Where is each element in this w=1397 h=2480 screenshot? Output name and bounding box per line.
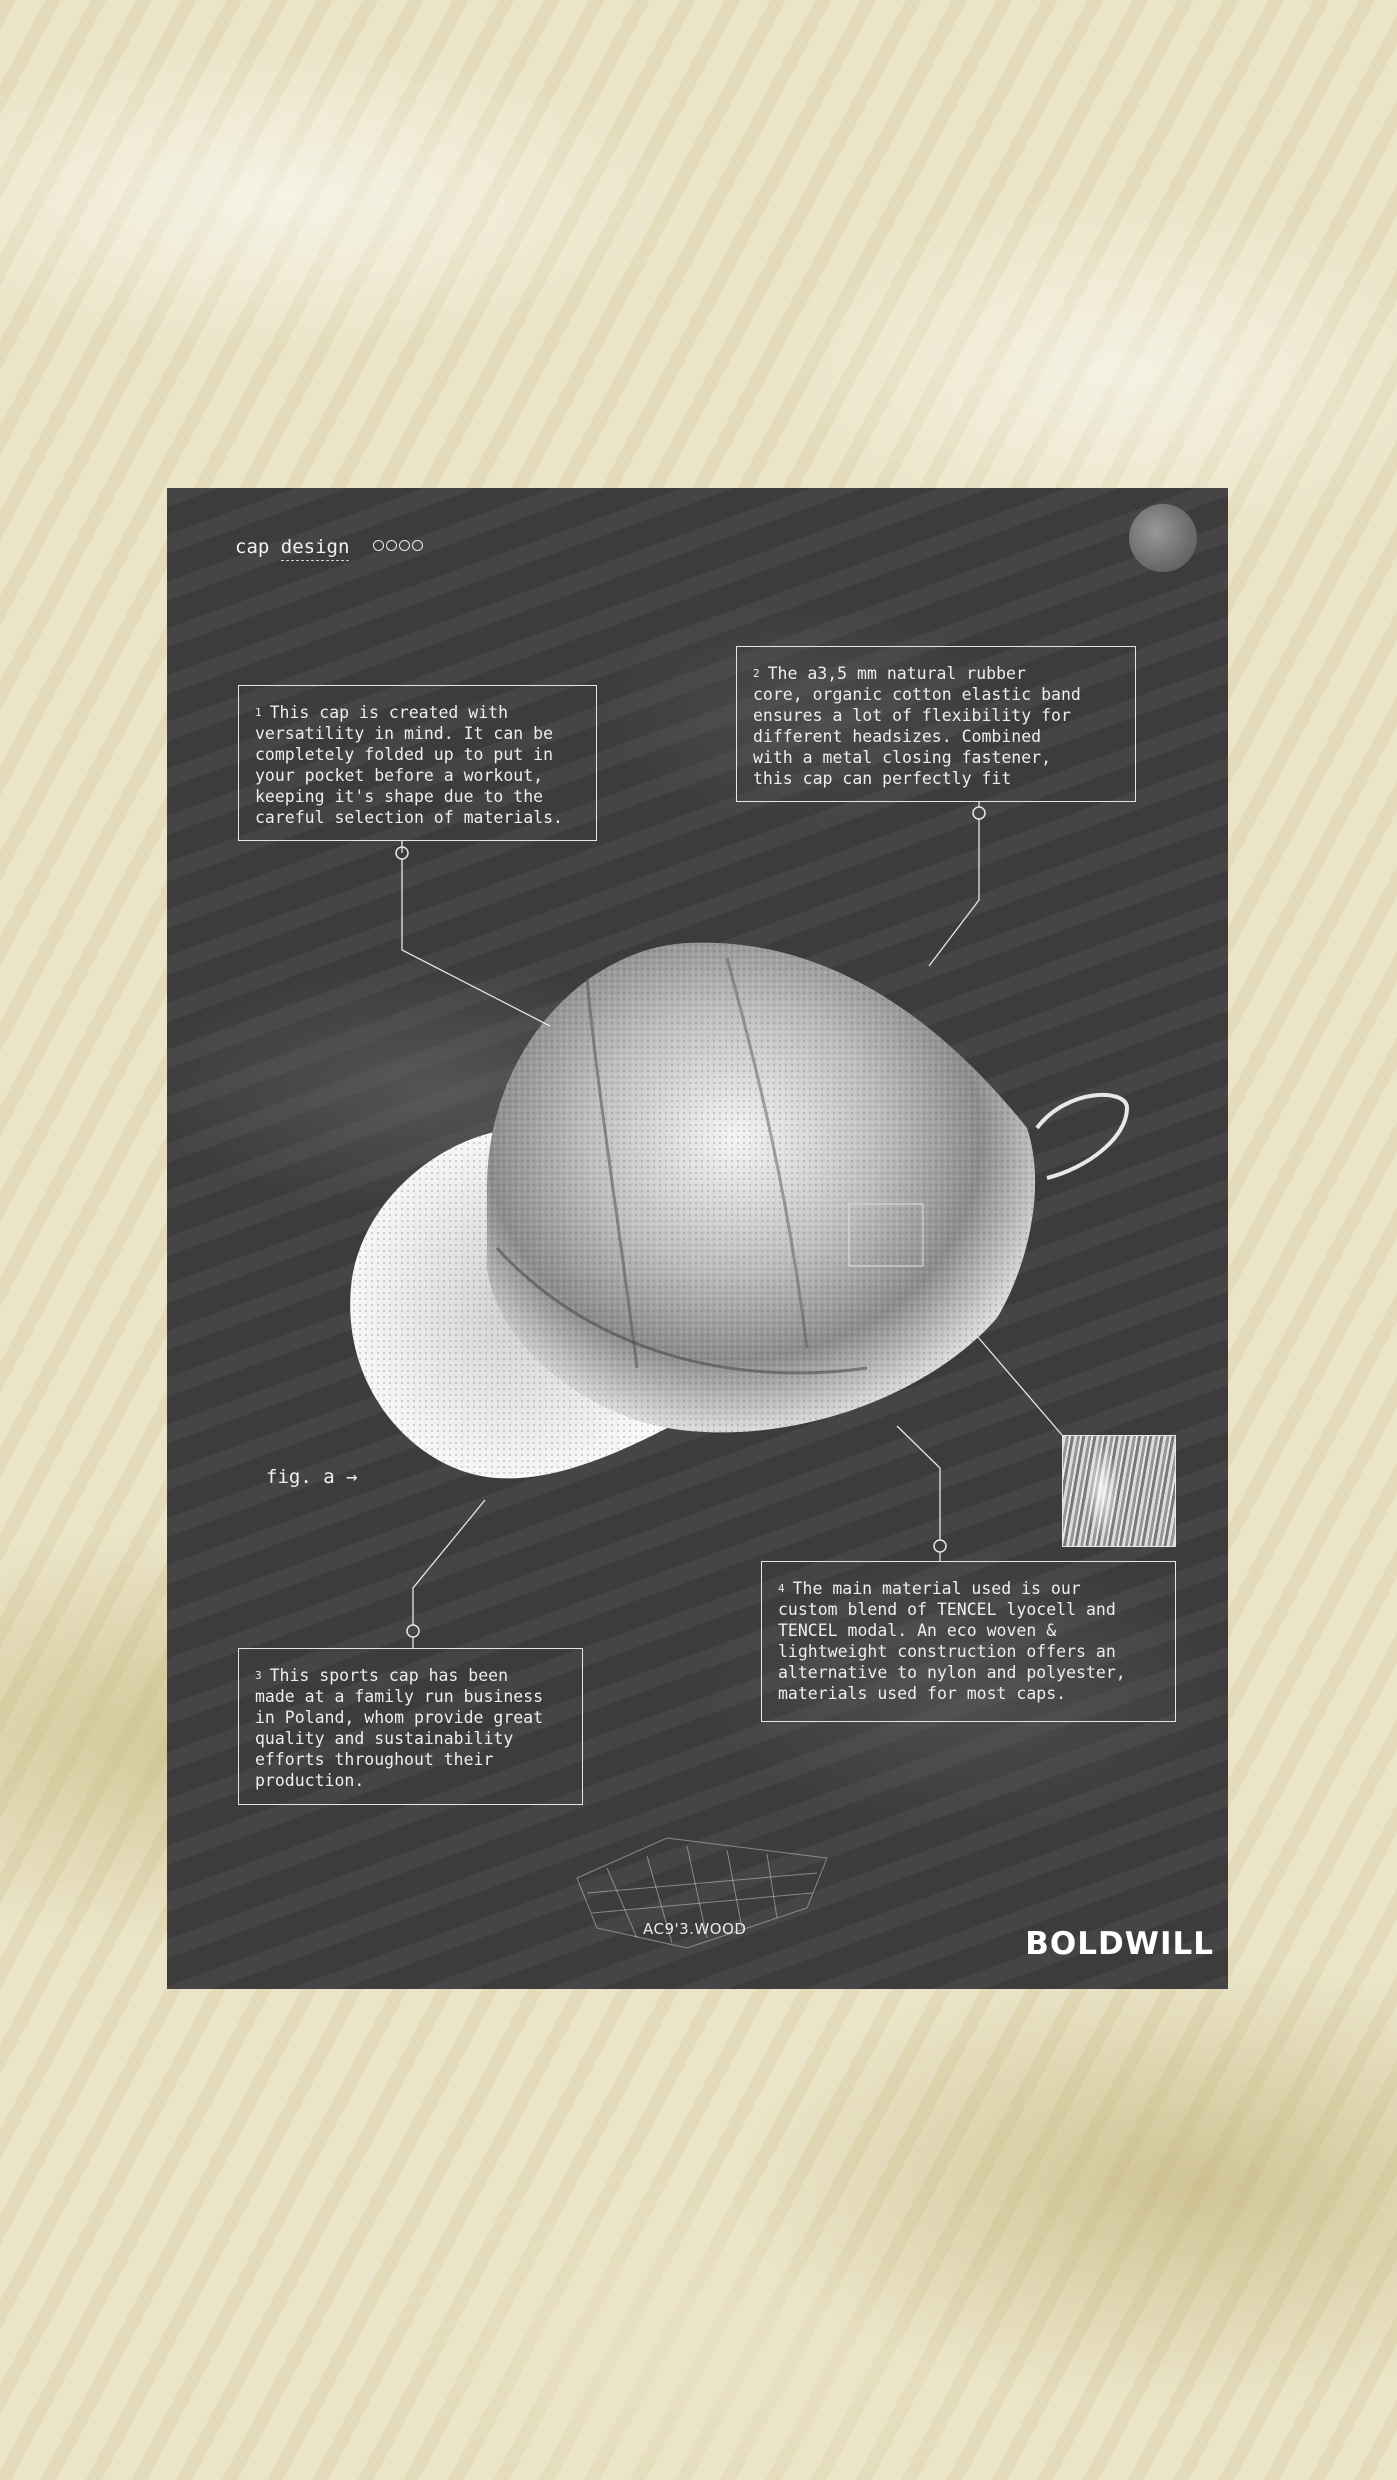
callout-3 xyxy=(238,1648,583,1805)
callout-4 xyxy=(761,1561,1176,1722)
callout-3-node xyxy=(407,1625,419,1637)
callout-4-number: 4 xyxy=(778,1582,785,1595)
callout-1-number: 1 xyxy=(255,706,262,719)
cap-loop xyxy=(1037,1095,1127,1178)
callout-2-text: The a3,5 mm natural rubber core, organic cotton elastic band ensures a lot of flexibility for different headsizes. Combined with a metal closing fastener, this cap can perfectly fit xyxy=(753,664,1081,788)
callout-1-text: This cap is created with versatility in mind. It can be completely folded up to put in your pocket before a workout, keeping it's shape due to the careful selection of materials. xyxy=(255,703,563,827)
model-code: AC9'3.WOOD xyxy=(643,1920,747,1938)
brand-logo: BOLDWILL xyxy=(1025,1926,1214,1962)
callout-4-node xyxy=(934,1540,946,1552)
fabric-zoom-detail xyxy=(1062,1435,1176,1547)
callout-4-text: The main material used is our custom blend of TENCEL lyocell and TENCEL modal. An eco woven & lightweight construction offers an alternative to nylon and polyester, materials used for most caps. xyxy=(778,1579,1126,1703)
callout-2 xyxy=(736,646,1136,802)
callout-2-node xyxy=(973,807,985,819)
poster xyxy=(167,488,1228,1989)
title-word-cap: cap xyxy=(235,536,270,558)
title-word-design: design xyxy=(281,536,350,561)
callout-1 xyxy=(238,685,597,841)
figure-label: fig. a → xyxy=(266,1466,358,1488)
callout-2-number: 2 xyxy=(753,667,760,680)
callout-3-text: This sports cap has been made at a family run business in Poland, whom provide great quality and sustainability efforts throughout their production. xyxy=(255,1666,544,1790)
callout-3-number: 3 xyxy=(255,1669,262,1682)
